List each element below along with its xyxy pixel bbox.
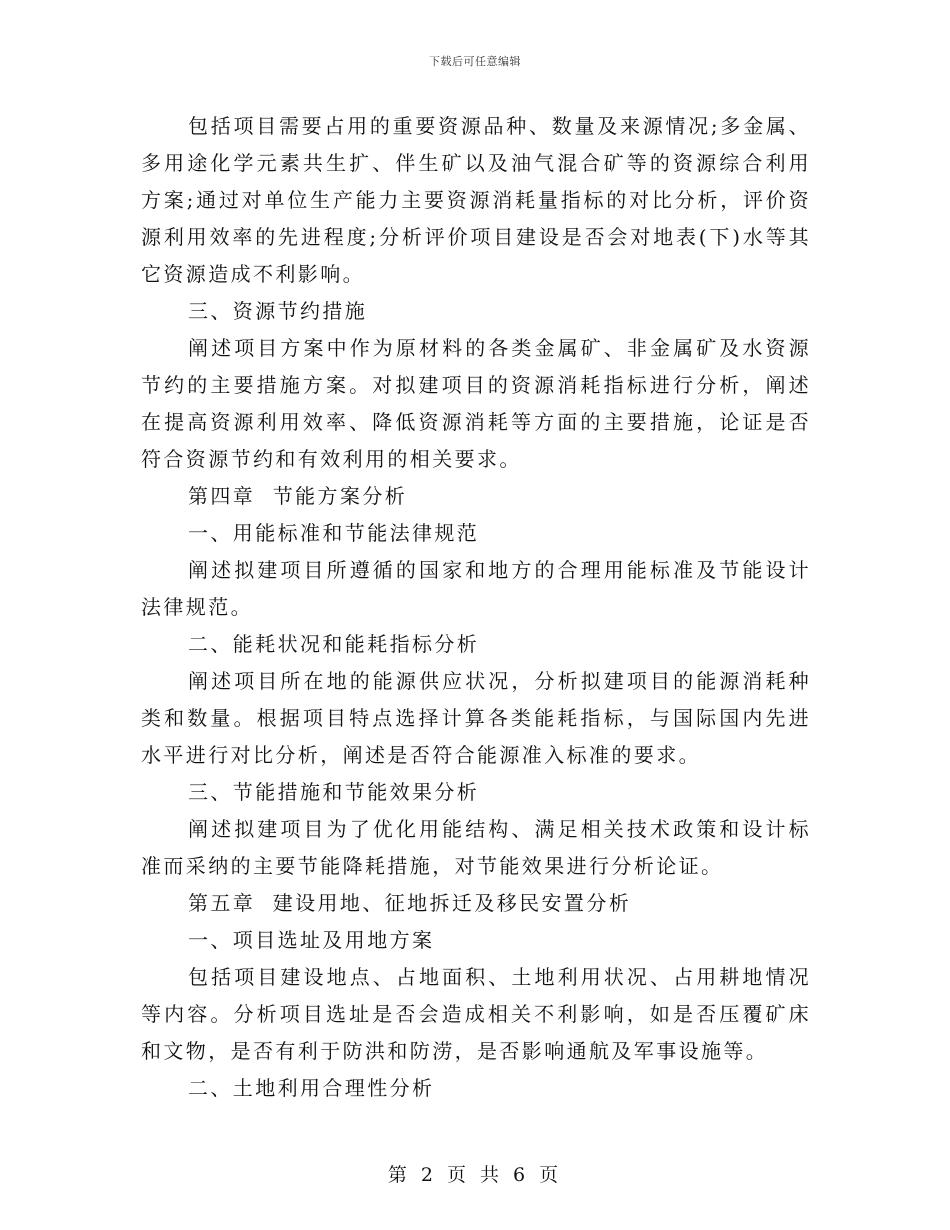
chapter-heading-energy-saving: 第四章 节能方案分析 (188, 484, 408, 508)
section-heading-land-rationality: 二、土地利用合理性分析 (188, 1076, 435, 1100)
paragraph-energy-consumption: 阐述项目所在地的能源供应状况，分析拟建项目的能源消耗种类和数量。根据项目特点选择计算各类能耗指标，与国际国内先进水平进行对比分析，阐述是否符合能源准入标准的要求。 (141, 669, 811, 767)
chapter-heading-land-use: 第五章 建设用地、征地拆迁及移民安置分析 (188, 891, 632, 915)
section-heading-resource-saving: 三、资源节约措施 (188, 299, 368, 323)
paragraph-resource-saving: 阐述项目方案中作为原材料的各类金属矿、非金属矿及水资源节约的主要措施方案。对拟建项目的资源消耗指标进行分析，阐述在提高资源利用效率、降低资源消耗等方面的主要措施，论证是否符合资源节约和有效利用的相关要求。 (141, 336, 811, 471)
paragraph-site-selection: 包括项目建设地点、占地面积、土地利用状况、占用耕地情况等内容。分析项目选址是否会造成相关不利影响，如是否压覆矿床和文物，是否有利于防洪和防涝，是否影响通航及军事设施等。 (141, 965, 811, 1063)
section-heading-energy-standards: 一、用能标准和节能法律规范 (188, 521, 480, 545)
paragraph-energy-measures: 阐述拟建项目为了优化用能结构、满足相关技术政策和设计标准而采纳的主要节能降耗措施，对节能效果进行分析论证。 (141, 817, 811, 878)
section-heading-site-selection: 一、项目选址及用地方案 (188, 928, 435, 952)
section-heading-energy-measures: 三、节能措施和节能效果分析 (188, 780, 480, 804)
section-heading-energy-consumption: 二、能耗状况和能耗指标分析 (188, 632, 480, 656)
header-note: 下载后可任意编辑 (429, 55, 521, 68)
document-body (141, 108, 811, 1107)
paragraph-resource-usage: 包括项目需要占用的重要资源品种、数量及来源情况;多金属、多用途化学元素共生扩、伴生矿以及油气混合矿等的资源综合利用方案;通过对单位生产能力主要资源消耗量指标的对比分析，评价资源利用效率的先进程度;分析评价项目建设是否会对地表(下)水等其它资源造成不利影响。 (141, 114, 811, 286)
paragraph-energy-standards: 阐述拟建项目所遵循的国家和地方的合理用能标准及节能设计法律规范。 (141, 558, 811, 619)
page-number-footer: 第 2 页 共 6 页 (387, 1164, 563, 1186)
